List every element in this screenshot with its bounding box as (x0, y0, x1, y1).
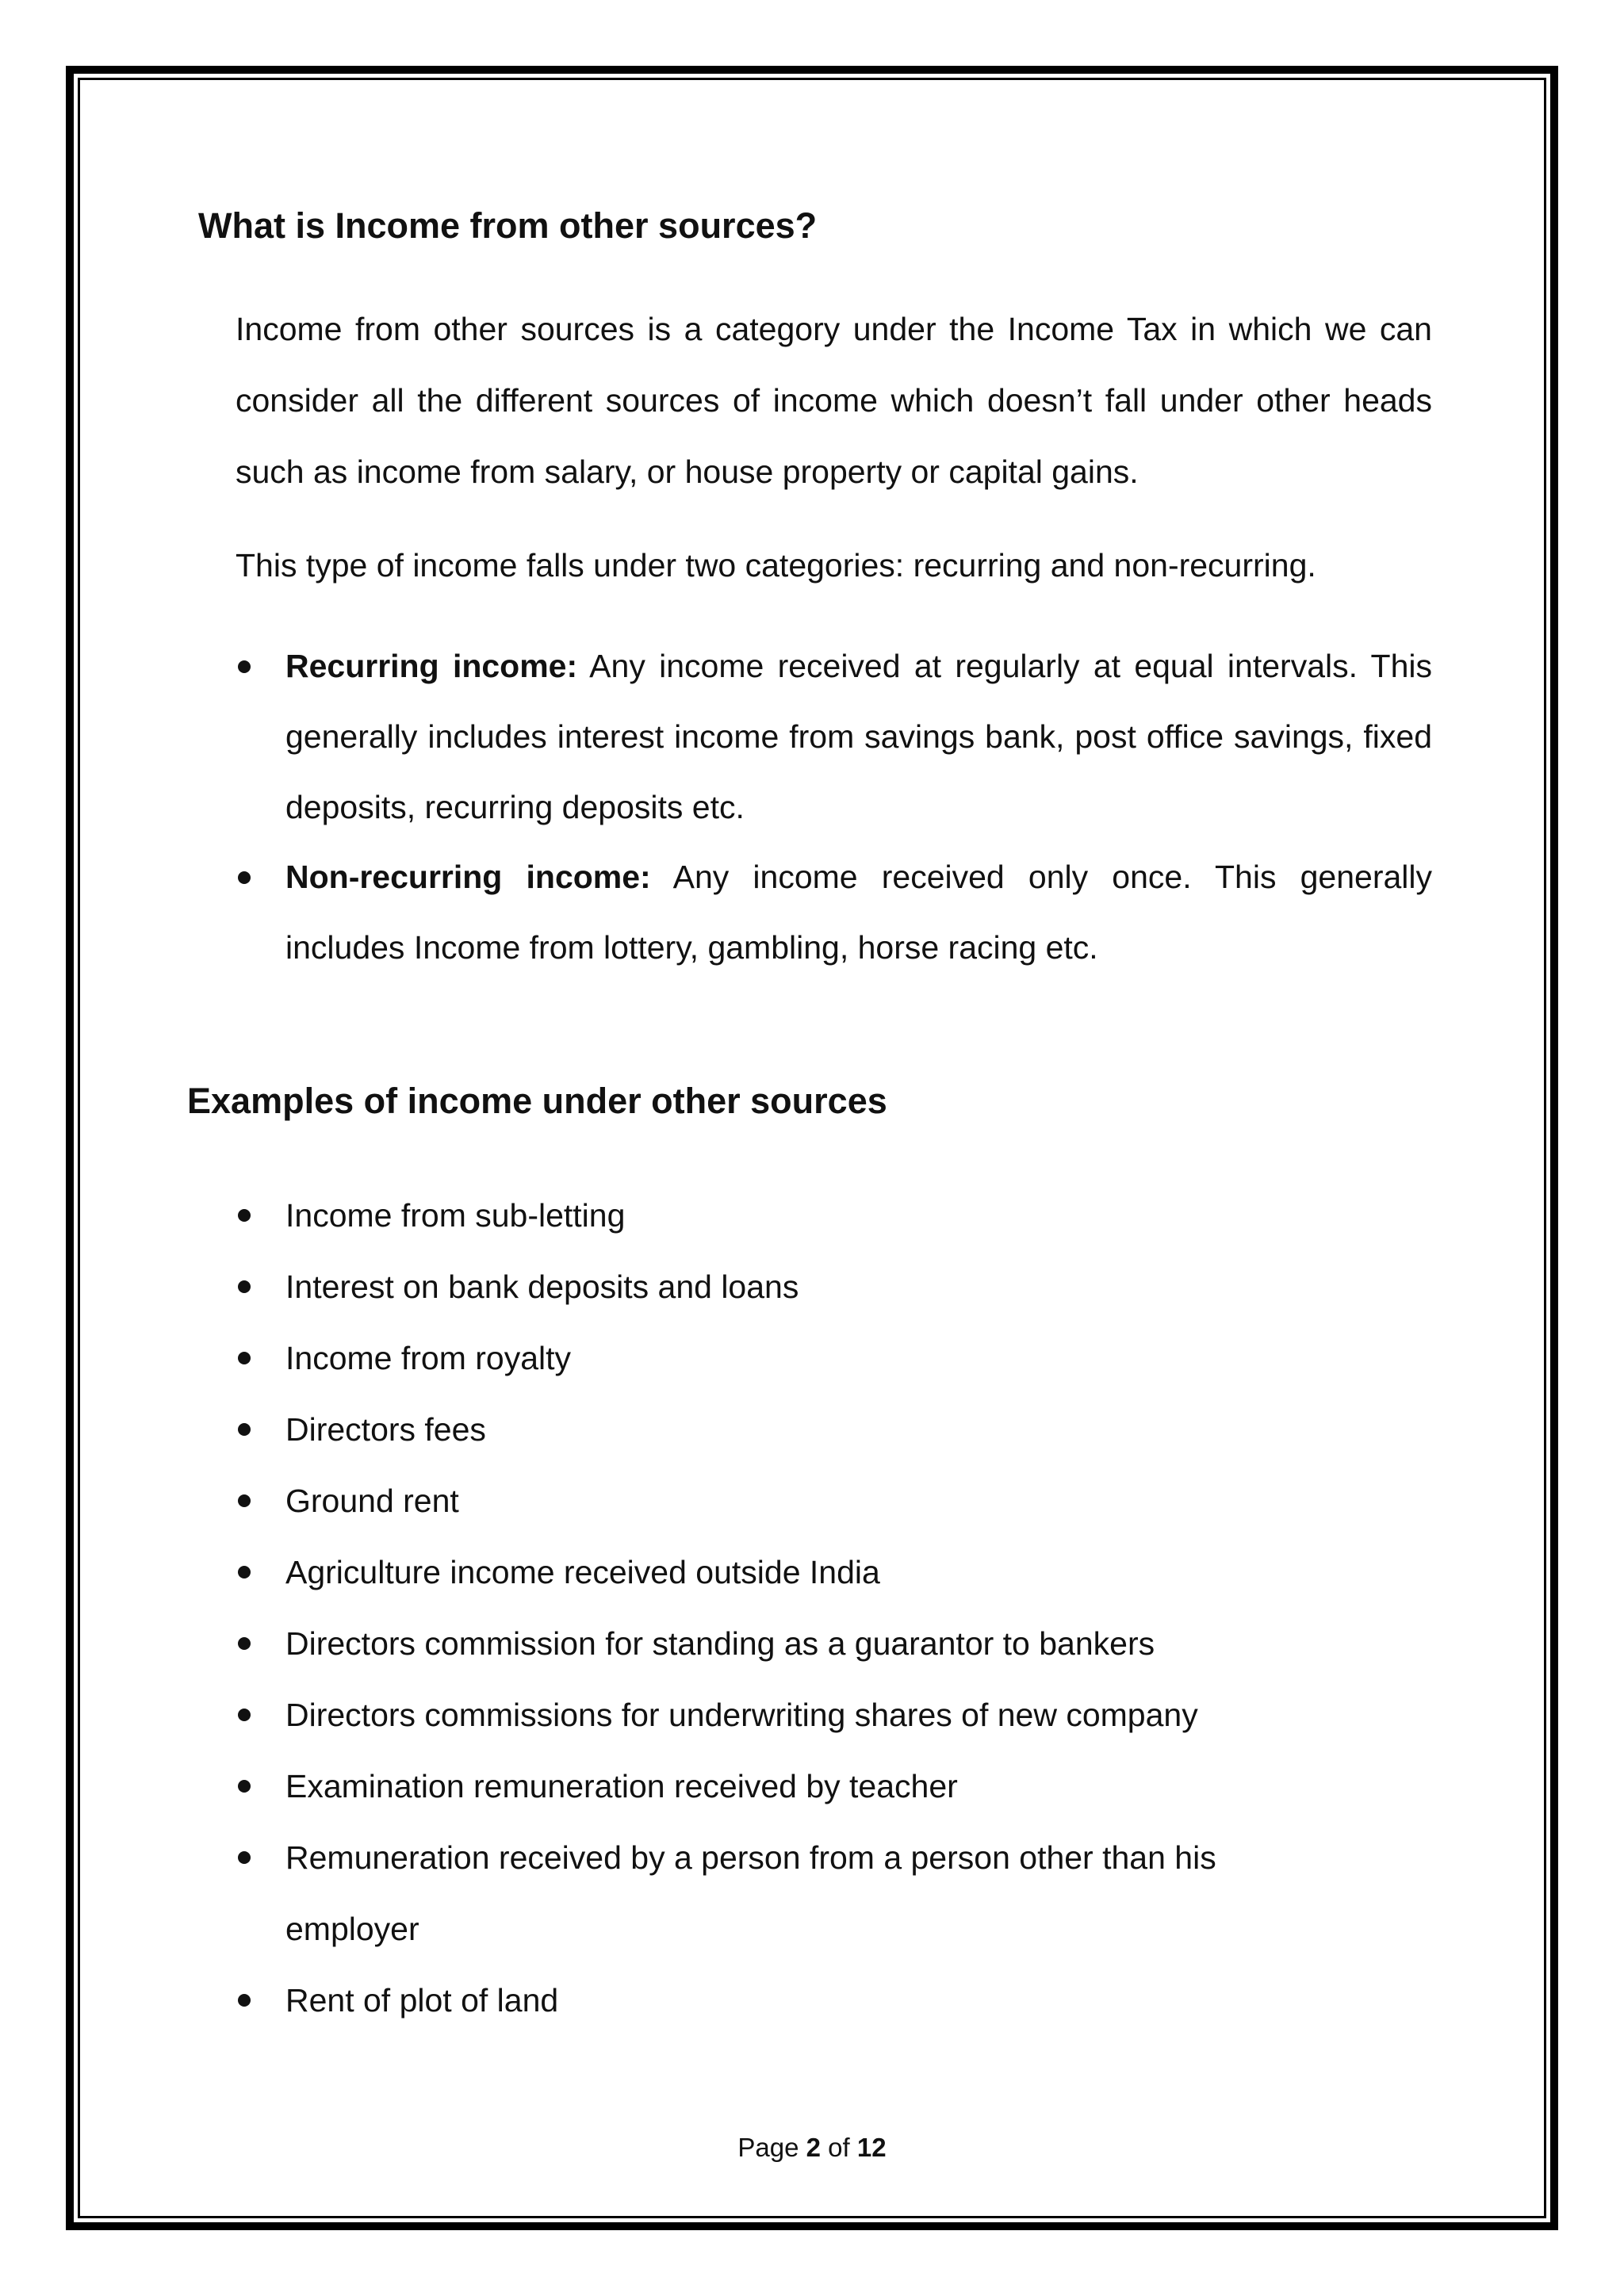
bullet-term: Recurring income: (285, 648, 578, 684)
list-item: Rent of plot of land (285, 1965, 1316, 2036)
list-item: Directors commission for standing as a guarantor to bankers (285, 1608, 1316, 1679)
bullet-icon (238, 1709, 251, 1721)
intro-paragraph: Income from other sources is a category under the Income Tax in which we can consider all the different sources of income which doesn’t fall under other heads such as income from salary, or house property or capital gains. (236, 311, 1432, 490)
bullet-text: Any income received only once. This generally includes Income from lottery, gambling, horse racing etc. (285, 859, 1433, 966)
bullet-icon (238, 871, 251, 884)
bullet-icon (238, 1780, 251, 1793)
list-item-non-recurring-income (285, 842, 1432, 983)
bullet-icon (238, 1494, 251, 1507)
list-item: Income from royalty (285, 1322, 1316, 1394)
total-pages: 12 (856, 2133, 887, 2162)
list-item-recurring-income (285, 631, 1432, 843)
list-item: Interest on bank deposits and loans (285, 1251, 1316, 1322)
bullet-term: Non-recurring income: (285, 859, 651, 895)
list-item: Ground rent (285, 1465, 1316, 1536)
section-heading-income-other-sources: What is Income from other sources? (198, 205, 818, 246)
list-item: Income from sub-letting (285, 1180, 1316, 1251)
bullet-icon (238, 1423, 251, 1436)
list-item: Directors fees (285, 1394, 1316, 1465)
section-heading-examples: Examples of income under other sources (187, 1081, 887, 1121)
bullet-icon (238, 1851, 251, 1864)
bullet-icon (238, 1566, 251, 1578)
list-item: Agriculture income received outside India (285, 1536, 1316, 1608)
bullet-icon (238, 660, 251, 673)
list-item: Remuneration received by a person from a person other than his employer (285, 1822, 1340, 1965)
bullet-icon (238, 1994, 251, 2007)
bullet-icon (238, 1637, 251, 1650)
list-item: Examination remuneration received by teacher (285, 1751, 1316, 1822)
categories-paragraph: This type of income falls under two categories: recurring and non-recurring. (236, 547, 1316, 584)
bullet-icon (238, 1352, 251, 1364)
bullet-text: Any income received at regularly at equal intervals. This generally includes interest income from savings bank, post office savings, fixed deposits, recurring deposits etc. (285, 648, 1433, 825)
page-number-footer: Page 2 of 12 (737, 2133, 887, 2162)
current-page: 2 (806, 2133, 822, 2162)
bullet-icon (238, 1209, 251, 1222)
list-item: Directors commissions for underwriting shares of new company (285, 1679, 1316, 1751)
bullet-icon (238, 1280, 251, 1293)
